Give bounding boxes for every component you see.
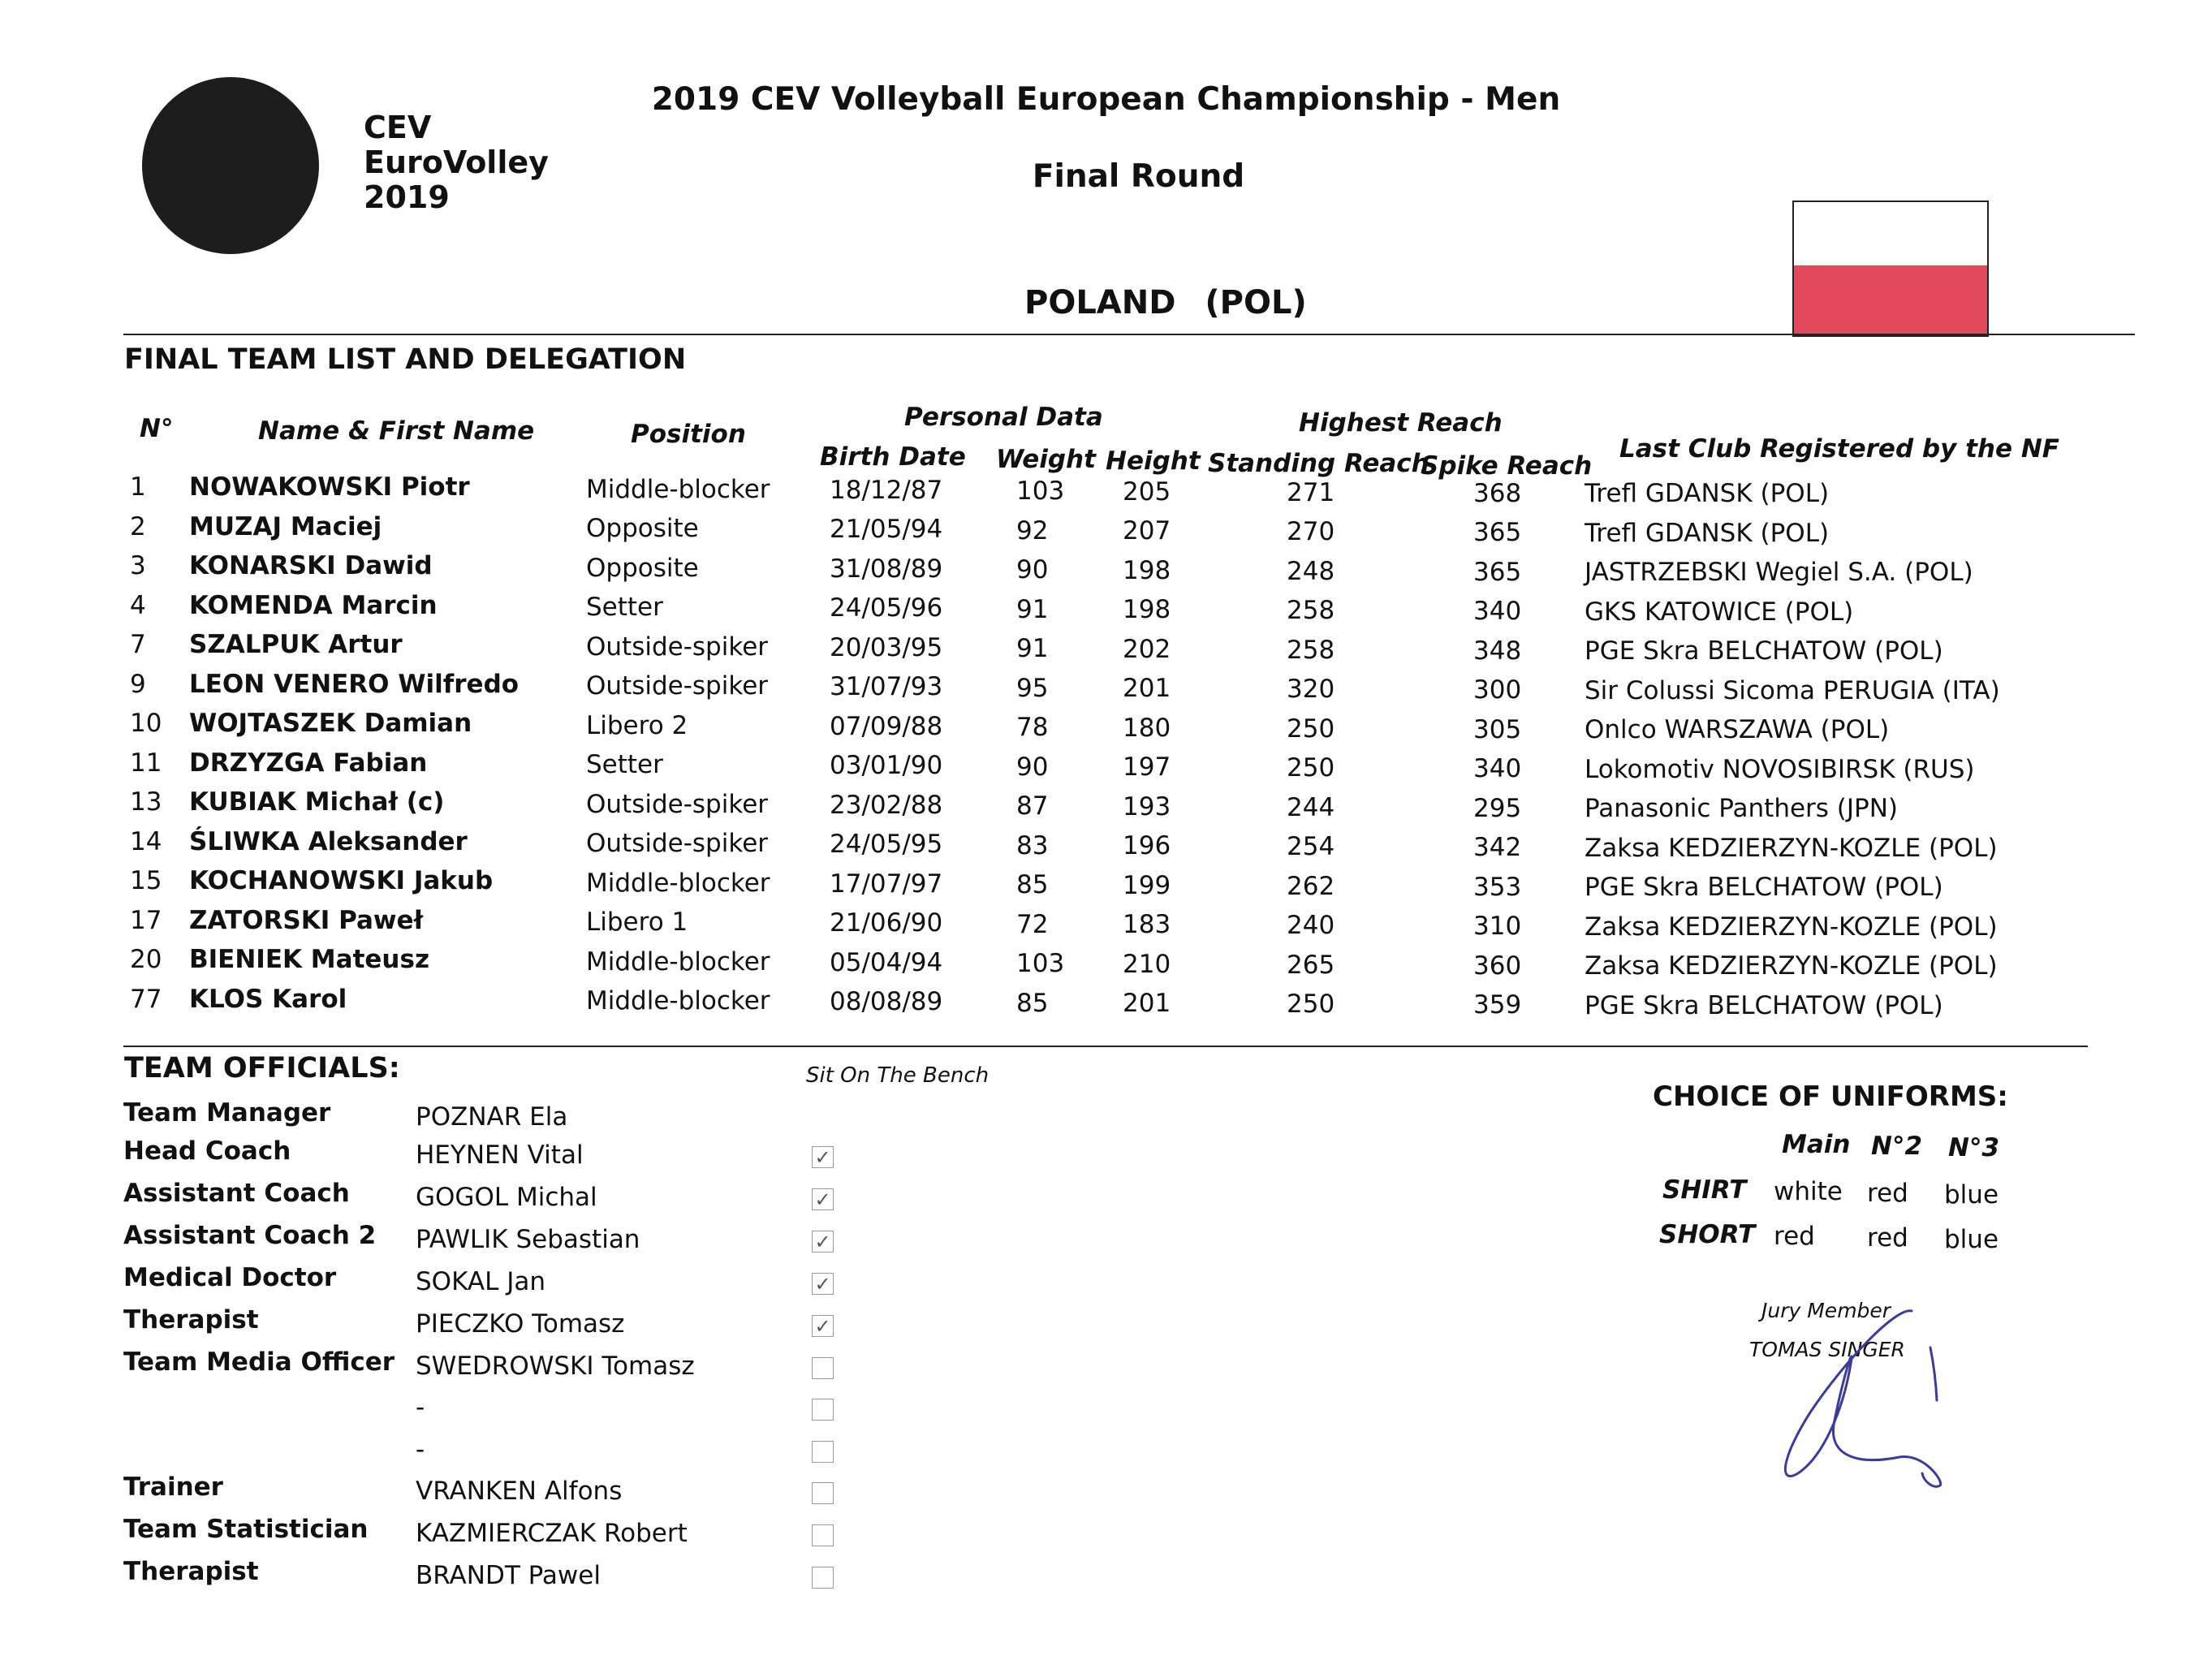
cell-weight: 95 bbox=[1016, 674, 1049, 703]
cell-club: Trefl GDANSK (POL) bbox=[1585, 519, 1830, 548]
cell-height: 199 bbox=[1123, 871, 1171, 900]
official-name: BRANDT Pawel bbox=[416, 1561, 601, 1590]
cell-standing: 320 bbox=[1287, 675, 1335, 704]
cell-name: ŚLIWKA Aleksander bbox=[189, 827, 468, 856]
cell-name: SZALPUK Artur bbox=[189, 630, 403, 659]
cell-name: KONARSKI Dawid bbox=[189, 551, 433, 580]
cell-name: KOCHANOWSKI Jakub bbox=[189, 866, 494, 895]
cell-club: Onlco WARSZAWA (POL) bbox=[1585, 715, 1890, 744]
flag-white-band bbox=[1794, 202, 1987, 265]
cell-weight: 103 bbox=[1016, 476, 1065, 506]
cell-spike: 340 bbox=[1473, 597, 1522, 626]
jury-member-name: TOMAS SINGER bbox=[1749, 1338, 1905, 1361]
cell-no: 7 bbox=[130, 630, 146, 659]
cell-height: 180 bbox=[1123, 714, 1171, 743]
uniform-row-short: SHORT bbox=[1659, 1220, 1756, 1249]
officials-title: TEAM OFFICIALS: bbox=[124, 1052, 400, 1084]
cell-standing: 258 bbox=[1287, 636, 1335, 665]
cell-birth: 17/07/97 bbox=[830, 869, 943, 899]
official-role: Trainer bbox=[123, 1472, 223, 1502]
official-name: PAWLIK Sebastian bbox=[416, 1225, 640, 1254]
cell-height: 201 bbox=[1123, 674, 1171, 703]
cell-birth: 21/06/90 bbox=[830, 908, 943, 938]
cell-name: WOJTASZEK Damian bbox=[189, 709, 472, 738]
cell-height: 196 bbox=[1123, 831, 1171, 860]
cell-no: 14 bbox=[130, 827, 162, 856]
cell-weight: 85 bbox=[1016, 989, 1049, 1018]
cell-birth: 31/08/89 bbox=[830, 554, 943, 584]
jury-member-label: Jury Member bbox=[1761, 1299, 1891, 1322]
cell-no: 20 bbox=[130, 945, 162, 974]
cell-name: DRZYZGA Fabian bbox=[189, 748, 428, 778]
cell-position: Outside-spiker bbox=[586, 790, 769, 819]
bench-checkbox[interactable] bbox=[812, 1357, 834, 1379]
cell-spike: 300 bbox=[1473, 675, 1522, 705]
cell-spike: 368 bbox=[1473, 479, 1522, 508]
cell-no: 2 bbox=[130, 512, 146, 541]
cell-club: Sir Colussi Sicoma PERUGIA (ITA) bbox=[1585, 676, 2000, 705]
cell-standing: 270 bbox=[1287, 517, 1335, 546]
cell-weight: 87 bbox=[1016, 791, 1049, 821]
official-role: Therapist bbox=[123, 1305, 259, 1335]
uniform-row-shirt: SHIRT bbox=[1662, 1175, 1747, 1205]
cell-height: 198 bbox=[1123, 556, 1171, 585]
cell-no: 9 bbox=[130, 670, 146, 699]
group-personal-data: Personal Data bbox=[904, 403, 1103, 432]
cell-birth: 03/01/90 bbox=[830, 751, 943, 780]
cell-standing: 248 bbox=[1287, 557, 1335, 586]
cell-position: Opposite bbox=[586, 554, 699, 583]
cell-birth: 24/05/96 bbox=[830, 593, 943, 623]
cell-standing: 265 bbox=[1287, 951, 1335, 980]
cell-position: Libero 1 bbox=[586, 908, 688, 937]
short-main: red bbox=[1774, 1222, 1815, 1251]
logo-line-2: EuroVolley bbox=[364, 144, 549, 180]
cell-no: 17 bbox=[130, 906, 162, 935]
cell-weight: 103 bbox=[1016, 949, 1065, 978]
official-role: Assistant Coach bbox=[123, 1179, 350, 1208]
bench-checkbox[interactable]: ✓ bbox=[812, 1146, 834, 1168]
cell-weight: 90 bbox=[1016, 555, 1049, 584]
cell-spike: 295 bbox=[1473, 794, 1522, 823]
section-title: FINAL TEAM LIST AND DELEGATION bbox=[124, 343, 687, 376]
cell-standing: 271 bbox=[1287, 478, 1335, 507]
header-position: Position bbox=[631, 420, 746, 449]
bench-checkbox[interactable]: ✓ bbox=[812, 1273, 834, 1295]
cell-weight: 78 bbox=[1016, 713, 1049, 742]
cell-birth: 24/05/95 bbox=[830, 830, 943, 859]
cell-birth: 31/07/93 bbox=[830, 672, 943, 701]
cell-no: 1 bbox=[130, 472, 146, 502]
cell-weight: 91 bbox=[1016, 595, 1049, 624]
table-divider bbox=[123, 1046, 2088, 1047]
cell-name: KOMENDA Marcin bbox=[189, 591, 438, 620]
uniform-col-main: Main bbox=[1782, 1130, 1851, 1159]
official-role: Team Statistician bbox=[123, 1515, 369, 1544]
short-third: blue bbox=[1944, 1225, 1999, 1254]
header-height: Height bbox=[1106, 446, 1201, 476]
header-weight: Weight bbox=[996, 445, 1096, 474]
cell-name: KUBIAK Michał (c) bbox=[189, 787, 445, 817]
cell-position: Outside-spiker bbox=[586, 632, 769, 662]
cell-height: 183 bbox=[1123, 910, 1171, 939]
cell-no: 11 bbox=[130, 748, 162, 778]
cell-club: Trefl GDANSK (POL) bbox=[1585, 479, 1830, 508]
cell-standing: 240 bbox=[1287, 911, 1335, 940]
cell-spike: 365 bbox=[1473, 518, 1522, 547]
cell-club: PGE Skra BELCHATOW (POL) bbox=[1585, 873, 1943, 902]
cell-height: 198 bbox=[1123, 595, 1171, 624]
bench-checkbox[interactable]: ✓ bbox=[812, 1231, 834, 1253]
cell-name: KLOS Karol bbox=[189, 985, 347, 1014]
short-second: red bbox=[1867, 1223, 1908, 1253]
cell-height: 210 bbox=[1123, 950, 1171, 979]
cell-height: 207 bbox=[1123, 516, 1171, 545]
cell-no: 13 bbox=[130, 787, 162, 817]
group-highest-reach: Highest Reach bbox=[1299, 408, 1503, 438]
cell-name: NOWAKOWSKI Piotr bbox=[189, 472, 470, 502]
bench-checkbox[interactable] bbox=[812, 1399, 834, 1421]
bench-label: Sit On The Bench bbox=[806, 1063, 990, 1088]
cell-birth: 20/03/95 bbox=[830, 633, 943, 662]
shirt-third: blue bbox=[1944, 1180, 1999, 1209]
bench-checkbox[interactable] bbox=[812, 1482, 834, 1504]
bench-checkbox[interactable]: ✓ bbox=[812, 1188, 834, 1210]
cell-birth: 23/02/88 bbox=[830, 791, 943, 820]
cell-position: Libero 2 bbox=[586, 711, 688, 740]
official-role: Therapist bbox=[123, 1557, 259, 1586]
official-role: Head Coach bbox=[123, 1136, 291, 1166]
cell-no: 10 bbox=[130, 709, 162, 738]
official-name: VRANKEN Alfons bbox=[416, 1477, 623, 1506]
cell-club: GKS KATOWICE (POL) bbox=[1585, 597, 1854, 627]
country-name: POLAND (POL) bbox=[1024, 284, 1307, 321]
jury-signature bbox=[1721, 1291, 1997, 1518]
official-role: Team Media Officer bbox=[123, 1347, 395, 1377]
cell-club: Panasonic Panthers (JPN) bbox=[1585, 794, 1899, 823]
cell-position: Outside-spiker bbox=[586, 829, 769, 858]
cell-position: Middle-blocker bbox=[586, 475, 770, 504]
logo-line-3: 2019 bbox=[364, 179, 450, 215]
cell-birth: 08/08/89 bbox=[830, 987, 943, 1016]
cell-spike: 340 bbox=[1473, 754, 1522, 783]
cell-height: 205 bbox=[1123, 477, 1171, 507]
flag-red-band bbox=[1794, 265, 1987, 335]
cell-club: Zaksa KEDZIERZYN-KOZLE (POL) bbox=[1585, 951, 1998, 981]
uniform-col-2: N°2 bbox=[1871, 1132, 1923, 1161]
cell-position: Opposite bbox=[586, 514, 699, 543]
cell-no: 15 bbox=[130, 866, 162, 895]
bench-checkbox[interactable] bbox=[812, 1441, 834, 1463]
cell-weight: 90 bbox=[1016, 752, 1049, 782]
official-role: Team Manager bbox=[123, 1098, 331, 1128]
bench-checkbox[interactable] bbox=[812, 1524, 834, 1546]
bench-checkbox[interactable]: ✓ bbox=[812, 1315, 834, 1337]
cell-standing: 250 bbox=[1287, 753, 1335, 783]
cell-height: 201 bbox=[1123, 989, 1171, 1018]
official-name: KAZMIERCZAK Robert bbox=[416, 1519, 688, 1548]
cell-spike: 348 bbox=[1473, 636, 1522, 666]
cell-spike: 359 bbox=[1473, 990, 1522, 1020]
cell-name: BIENIEK Mateusz bbox=[189, 945, 429, 974]
cell-height: 197 bbox=[1123, 752, 1171, 782]
official-name: HEYNEN Vital bbox=[416, 1140, 584, 1170]
official-name: SOKAL Jan bbox=[416, 1267, 545, 1296]
header-standing-reach: Standing Reach bbox=[1208, 449, 1429, 478]
cell-position: Middle-blocker bbox=[586, 986, 770, 1015]
cell-spike: 310 bbox=[1473, 912, 1522, 941]
cell-standing: 258 bbox=[1287, 596, 1335, 625]
cell-spike: 305 bbox=[1473, 715, 1522, 744]
cell-birth: 05/04/94 bbox=[830, 948, 943, 977]
header-birth-date: Birth Date bbox=[820, 442, 966, 472]
cell-weight: 72 bbox=[1016, 910, 1049, 939]
cell-height: 193 bbox=[1123, 792, 1171, 821]
official-name: - bbox=[416, 1393, 425, 1422]
cell-no: 4 bbox=[130, 591, 146, 620]
header-spike-reach: Spike Reach bbox=[1421, 451, 1593, 481]
cell-club: Zaksa KEDZIERZYN-KOZLE (POL) bbox=[1585, 912, 1998, 942]
cell-name: MUZAJ Maciej bbox=[189, 512, 382, 541]
cell-position: Middle-blocker bbox=[586, 947, 770, 977]
cell-height: 202 bbox=[1123, 635, 1171, 664]
cell-weight: 83 bbox=[1016, 831, 1049, 860]
header-number: N° bbox=[140, 414, 174, 443]
official-name: POZNAR Ela bbox=[416, 1102, 568, 1132]
cell-standing: 262 bbox=[1287, 872, 1335, 901]
cell-name: LEON VENERO Wilfredo bbox=[189, 670, 520, 699]
cell-no: 77 bbox=[130, 985, 162, 1014]
official-name: PIECZKO Tomasz bbox=[416, 1309, 625, 1339]
cell-standing: 244 bbox=[1287, 793, 1335, 822]
cell-birth: 18/12/87 bbox=[830, 476, 943, 505]
official-name: GOGOL Michal bbox=[416, 1183, 597, 1212]
cell-club: JASTRZEBSKI Wegiel S.A. (POL) bbox=[1585, 558, 1973, 587]
shirt-main: white bbox=[1774, 1177, 1843, 1206]
signature-stroke bbox=[1785, 1311, 1940, 1487]
shirt-second: red bbox=[1867, 1179, 1908, 1208]
bench-checkbox[interactable] bbox=[812, 1567, 834, 1589]
cell-club: Lokomotiv NOVOSIBIRSK (RUS) bbox=[1585, 755, 1975, 784]
header-name: Name & First Name bbox=[258, 416, 535, 446]
official-role: Assistant Coach 2 bbox=[123, 1221, 377, 1250]
official-name: SWEDROWSKI Tomasz bbox=[416, 1352, 695, 1381]
cell-position: Setter bbox=[586, 750, 663, 779]
cell-standing: 250 bbox=[1287, 714, 1335, 744]
uniforms-title: CHOICE OF UNIFORMS: bbox=[1653, 1080, 2008, 1113]
uniform-col-3: N°3 bbox=[1948, 1133, 2000, 1162]
header-last-club: Last Club Registered by the NF bbox=[1619, 434, 2059, 464]
cell-name: ZATORSKI Paweł bbox=[189, 906, 424, 935]
cell-position: Middle-blocker bbox=[586, 869, 770, 898]
document-title: 2019 CEV Volleyball European Championship - Men bbox=[651, 81, 1561, 118]
cell-birth: 07/09/88 bbox=[830, 712, 943, 741]
cell-club: PGE Skra BELCHATOW (POL) bbox=[1585, 636, 1943, 666]
header-divider bbox=[123, 334, 2135, 335]
cell-weight: 91 bbox=[1016, 634, 1049, 663]
cell-weight: 85 bbox=[1016, 870, 1049, 899]
cell-position: Outside-spiker bbox=[586, 671, 769, 701]
cell-spike: 353 bbox=[1473, 873, 1522, 902]
cell-position: Setter bbox=[586, 593, 663, 622]
document-subtitle: Final Round bbox=[1032, 158, 1245, 195]
poland-flag bbox=[1792, 201, 1989, 337]
cell-club: PGE Skra BELCHATOW (POL) bbox=[1585, 991, 1943, 1020]
cell-spike: 342 bbox=[1473, 833, 1522, 862]
cell-standing: 250 bbox=[1287, 990, 1335, 1019]
cell-birth: 21/05/94 bbox=[830, 515, 943, 544]
cell-spike: 360 bbox=[1473, 951, 1522, 981]
cell-spike: 365 bbox=[1473, 558, 1522, 587]
official-name: - bbox=[416, 1435, 425, 1464]
cell-club: Zaksa KEDZIERZYN-KOZLE (POL) bbox=[1585, 834, 1998, 863]
logo-line-1: CEV bbox=[364, 110, 432, 145]
cell-standing: 254 bbox=[1287, 832, 1335, 861]
official-role: Medical Doctor bbox=[123, 1263, 337, 1292]
cell-no: 3 bbox=[130, 551, 146, 580]
cell-weight: 92 bbox=[1016, 516, 1049, 545]
